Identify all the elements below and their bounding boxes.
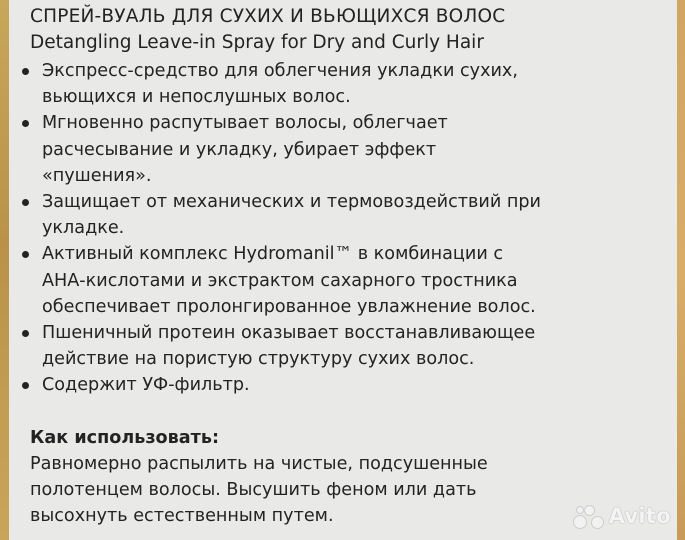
list-item-line: действие на пористую структуру сухих волос. [42,349,475,370]
list-item [22,372,670,398]
how-to-use-line: полотенцем волосы. Высушить феном или дать [30,479,477,500]
watermark-text: Avito [608,504,671,528]
left-background-edge [0,0,9,540]
title-russian: СПРЕЙ-ВУАЛЬ ДЛЯ СУХИХ И ВЬЮЩИХСЯ ВОЛОС [30,6,506,27]
list-item [22,58,670,110]
benefits-list [30,58,670,399]
list-item-line: Пшеничный протеин оказывает восстанавливающее [42,323,536,344]
list-item-line: АНА-кислотами и экстрактом сахарного тростника [42,270,518,291]
list-item [22,320,670,372]
list-item-line: Мгновенно распутывает волосы, облегчает [42,113,448,134]
how-to-use-line: Равномерно распылить на чистые, подсушенные [30,453,488,474]
list-item [22,189,670,241]
list-item-line: Экспресс-средство для облегчения укладки сухих, [42,61,518,81]
list-item-line: укладке. [42,218,125,239]
product-description [30,4,670,529]
list-item-line: Содержит УФ-фильтр. [42,375,250,396]
how-to-use-heading: Как использовать: [30,427,220,448]
how-to-use-line: высохнуть естественным путем. [30,505,334,526]
list-item-line: расчесывание и укладку, убирает эффект [42,139,437,160]
right-background-edge [677,0,685,540]
list-item [22,110,670,189]
list-item [22,241,670,320]
avito-dots-icon [573,504,603,528]
avito-watermark [573,504,671,528]
title-english: Detangling Leave-in Spray for Dry and Curly Hair [30,32,484,53]
list-item-line: Защищает от механических и термовоздействий при [42,192,541,213]
list-item-line: обеспечивает пролонгированное увлажнение волос. [42,296,536,317]
list-item-line: Активный комплекс Hydromanil™ в комбинации с [42,244,504,265]
list-item-line: «пушения». [42,165,152,186]
list-item-line: вьющихся и непослушных волос. [42,87,351,108]
